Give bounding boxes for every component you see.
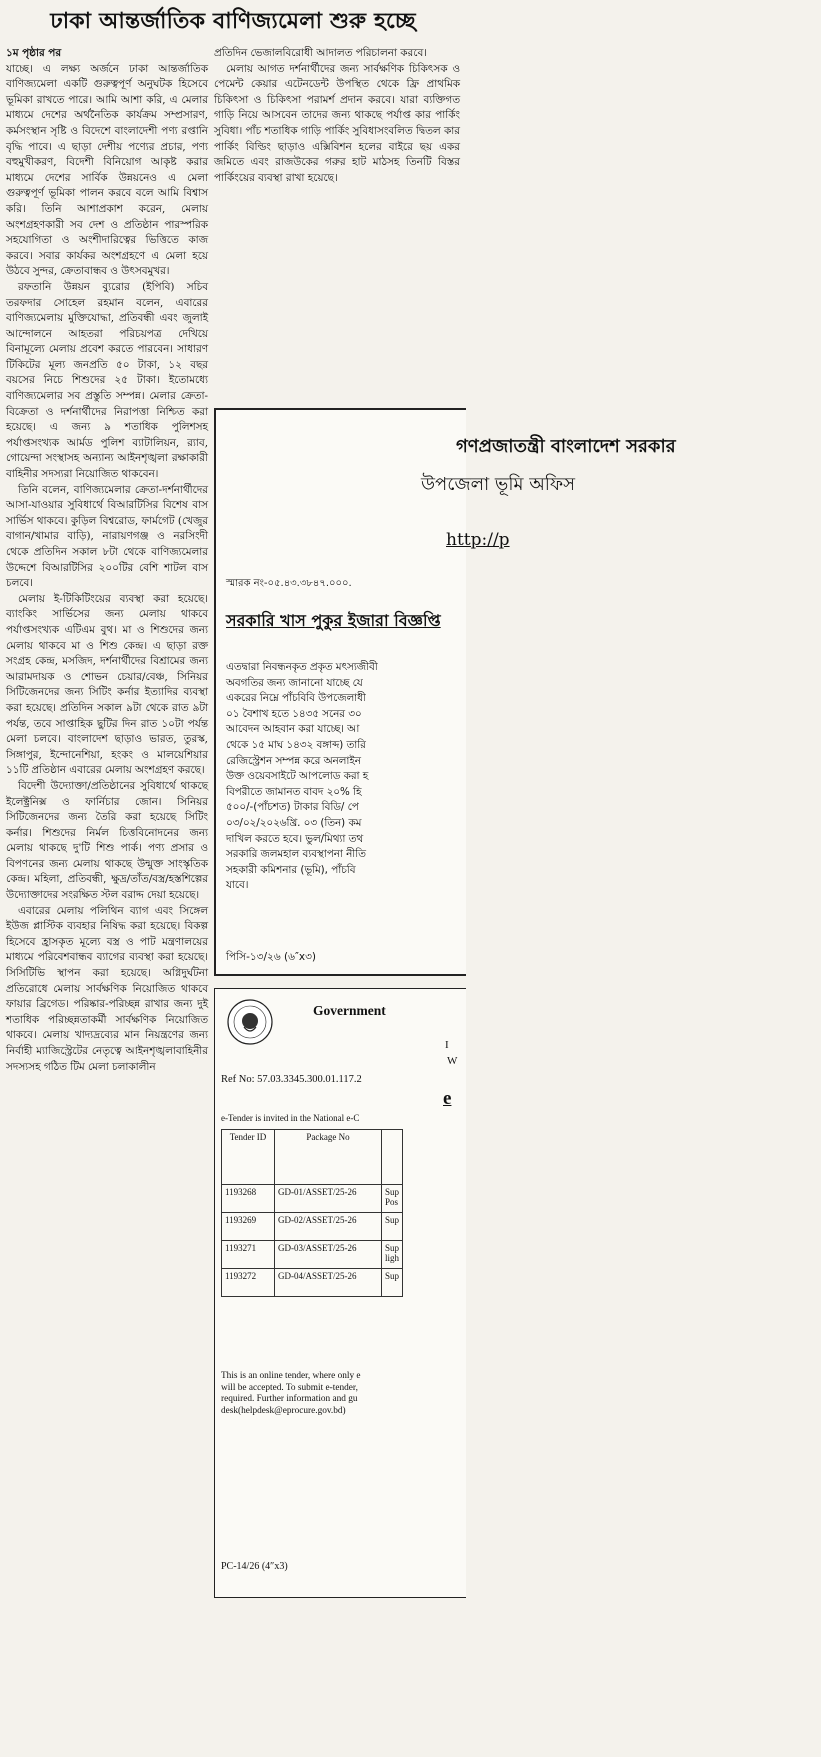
paragraph: যাচ্ছে। এ লক্ষ্য অর্জনে ঢাকা আন্তর্জাতিক বাণিজ্যমেলা একটি গুরুত্বপূর্ণ অনুঘটক হিসেবে ভূমিকা রাখতে পারে। আমি আশা করি, এ মেলার মাধ্যমে দেশের অর্থনৈতিক কার্যক্রম সম্প্রসারণ, কর্মসংস্থান সৃষ্টি ও বিদেশে বাংলাদেশী পণ্য রপ্তানি বৃদ্ধি পাবে। এ ছাড়া দেশীয় পণ্যের প্রচার, পণ্য বহুমুখীকরণ, বিদেশী বিনিয়োগ আকৃষ্ট করার মাধ্যমে দেশের সার্বিক উন্নয়নেও এ মেলা গুরুত্বপূর্ণ ভূমিকা পালন করবে বলে আমি বিশ্বাস করি। তিনি আশাপ্রকাশ করেন, মেলায় অংশগ্রহণকারী সব দেশ ও প্রতিষ্ঠান পারস্পরিক সহযোগিতা ও অংশীদারিত্বের ভিত্তিতে কাজ করবে। সবার কার্যকর অংশগ্রহণে এ মেলা হয়ে উঠবে সুন্দর, ক্রেতাবান্ধব ও উৎসবমুখর। <box>6 62 208 278</box>
ad-body-line: এতদ্বারা নিবন্ধনকৃত প্রকৃত মৎস্যজীবী <box>226 661 378 673</box>
package-cell: GD-04/ASSET/25-26 <box>275 1269 382 1297</box>
description-cell: Sup ligh <box>382 1241 403 1269</box>
government-seal-icon <box>227 999 273 1045</box>
package-cell: GD-01/ASSET/25-26 <box>275 1185 382 1213</box>
left-column <box>6 46 208 1752</box>
paragraph: মেলায় আগত দর্শনার্থীদের জন্য সার্বক্ষণিক চিকিৎসক ও পেমেন্ট কেয়ার এটেনডেন্ট উপস্থিত থেকে ফ্রি প্রাথমিক চিকিৎসা ও চিকিৎসা পরামর্শ প্রদান করবে। যারা ব্যক্তিগত গাড়ি নিয়ে আসবেন তাদের জন্য থাকছে পর্যাপ্ত কার পার্কিং সুবিধা। পাঁচ শতাধিক গাড়ি পার্কিং সুবিধাসংবলিত দ্বিতল কার পার্কিং বিল্ডিং ছাড়াও এক্সিবিশন হলের বাইরে ছয় একর জমিতে এবং রাজউকের গরুর হাট মাঠসহ তিনটি বিস্তর পার্কিংয়ের ব্যবস্থা রাখা হয়েছে। <box>214 62 460 184</box>
ad-body-line: সহকারী কমিশনার (ভূমি), পাঁচবি <box>226 863 356 876</box>
package-cell: GD-03/ASSET/25-26 <box>275 1241 382 1269</box>
tender-table <box>221 1129 403 1297</box>
ad-government-title: গণপ্রজাতন্ত্রী বাংলাদেশ সরকার <box>456 436 676 457</box>
right-column <box>214 46 460 400</box>
tender-notice-ad <box>214 408 676 976</box>
paragraph: তিনি বলেন, বাণিজ্যমেলার ক্রেতা-দর্শনার্থীদের আসা-যাওয়ার সুবিধার্থে বিআরটিসির বিশেষ বাস সার্ভিস থাকবে। কুড়িল বিশ্বরোড, ফার্মগেট (খেজুর বাগান/খামার বাড়ি), নারায়ণগঞ্জ ও নরসিংদী থেকে প্রতিদিন সকাল ৮টা থেকে বাণিজ্যমেলার উদ্দেশে বিআরটিসির ২০০টির বেশি শাটল বাস চলবে। <box>6 483 208 590</box>
ad-note-line: will be accepted. To submit e-tender, <box>221 1382 358 1393</box>
ad-line: I <box>445 1039 449 1051</box>
table-row <box>222 1185 403 1213</box>
ad-note-line: desk(helpdesk@eprocure.gov.bd) <box>221 1405 346 1416</box>
column-header: Tender ID <box>222 1130 275 1185</box>
ad-intro-text: e-Tender is invited in the National e-C <box>221 1113 360 1123</box>
tender-id-cell: 1193269 <box>222 1213 275 1241</box>
ad-notice-title: সরকারি খাস পুকুর ইজারা বিজ্ঞপ্তি <box>226 611 441 630</box>
description-cell: Sup Pos <box>382 1185 403 1213</box>
table-header-row <box>222 1130 403 1185</box>
table-row <box>222 1213 403 1241</box>
description-cell: Sup <box>382 1213 403 1241</box>
ad-big-letter: e <box>443 1088 452 1109</box>
table-row <box>222 1241 403 1269</box>
ad-body-line: ০১ বৈশাখ হতে ১৪৩৫ সনের ৩০ <box>226 707 362 720</box>
ad-note-line: required. Further information and gu <box>221 1394 358 1404</box>
ad-body-line: বিপরীতে জামানত বাবদ ২০% হি <box>226 785 362 798</box>
continuation-label: ১ম পৃষ্ঠার পর <box>6 47 62 59</box>
ad-body-line: অবগতির জন্য জানানো যাচ্ছে যে <box>226 676 363 689</box>
ad-office-name: উপজেলা ভূমি অফিস <box>421 474 575 495</box>
ad-body-line: সরকারি জলমহাল ব্যবস্থাপনা নীতি <box>226 848 366 861</box>
paragraph: বিদেশী উদ্যোক্তা/প্রতিষ্ঠানের সুবিধার্থে থাকছে ইলেক্ট্রনিক্স ও ফার্নিচার জোন। সিনিয়র সিটিজেনদের জন্য তৈরি করা হয়েছে সিটিং কর্নার। শিশুদের নির্মল চিত্তবিনোদনের জন্য মেলায় থাকছে দু'টি শিশু পার্ক। পণ্য প্রসার ও বিপণনের জন্য মেলায় থাকছে উন্মুক্ত সাংস্কৃতিক কেন্দ্র। মহিলা, প্রতিবন্ধী, ক্ষুদ্র/তাঁত/বস্ত্র/হস্তশিল্পের উদ্যোক্তাদের সংরক্ষিত স্টল বরাদ্দ দেয়া হয়েছে। <box>6 779 208 902</box>
ad-memo-number: স্মারক নং-০৫.৪৩.৩৮৪৭.০০০. <box>226 578 352 589</box>
e-tender-ad <box>214 988 466 1598</box>
column-header: Package No <box>275 1130 382 1185</box>
ad-note-line: This is an online tender, where only e <box>221 1371 361 1381</box>
column-header <box>382 1130 403 1185</box>
ad-body-line: রেজিস্ট্রেশন সম্পন্ন করে অনলাইন <box>226 754 361 767</box>
ad-body-line: আবেদন আহবান করা যাচ্ছে। আ <box>226 723 360 736</box>
ad-line: W <box>447 1055 458 1067</box>
paragraph: মেলায় ই-টিকিটিংয়ের ব্যবস্থা করা হয়েছে। ব্যাংকিং সার্ভিসের জন্য মেলায় থাকবে পর্যাপ্তসংখ্যক এটিএম বুথ। মা ও শিশুদের জন্য মেলায় থাকবে মা ও শিশু কেন্দ্র। এ ছাড়া রক্ত সংগ্রহ কেন্দ্র, মসজিদ, দর্শনার্থীদের বিশ্রামের জন্য আরামদায়ক ও শোভন চেয়ার/বেঞ্চ, সিনিয়র সিটিজেনদের জন্য সিটিং কর্নার ইত্যাদির ব্যবস্থা করা হয়েছে। প্রতিদিন সকাল ৯টা থেকে রাত ৯টা পর্যন্ত, তবে সাপ্তাহিক ছুটির দিন রাত ১০টা পর্যন্ত মেলা চলবে। বাংলাদেশ ছাড়াও ভারত, তুরস্ক, সিঙ্গাপুর, ইন্দোনেশিয়া, হংকং ও মালয়েশিয়ার ১১টি প্রতিষ্ঠান এবারের মেলায় অংশগ্রহণ করছে। <box>6 592 208 777</box>
headline: ঢাকা আন্তর্জাতিক বাণিজ্যমেলা শুরু হচ্ছে <box>50 9 416 34</box>
package-cell: GD-02/ASSET/25-26 <box>275 1213 382 1241</box>
ad-body-line: ০৩/০২/২০২৬খ্রি. ০৩ (তিন) কম <box>226 816 362 829</box>
table-row <box>222 1269 403 1297</box>
paragraph: এবারের মেলায় পলিথিন ব্যাগ এবং সিঙ্গেল ইউজ প্লাস্টিক ব্যবহার নিষিদ্ধ করা হয়েছে। বিকল্প হিসেবে হ্রাসকৃত মূল্যে বস্ত্র ও পাট মন্ত্রণালয়ের মাধ্যমে পরিবেশবান্ধব ব্যাগের ব্যবস্থা করা হয়েছে। সিসিটিভি স্থাপন করা হয়েছে। অগ্নিদুর্ঘটনা প্রতিরোধে মেলায় সার্বক্ষণিক নিয়োজিত থাকবে ফায়ার ব্রিগেড। পরিষ্কার-পরিচ্ছন্ন রাখার জন্য দুই শতাধিক পরিচ্ছন্নতাকর্মী সার্বক্ষণিক নিয়োজিত থাকবে। মেলায় খাদ্যদ্রব্যের মান নিয়ন্ত্রণের জন্য নির্বাহী ম্যাজিস্ট্রেটের নেতৃত্বে আইনশৃঙ্খলাবাহিনীর সদস্যসহ গঠিত টিম মেলা চলাকালীন <box>6 904 208 1073</box>
ad-body-line: একরের নিম্নে পাঁচবিবি উপজেলাধী <box>226 692 366 705</box>
ad-body-line: উক্ত ওয়েবসাইটে আপলোড করা হ <box>226 770 369 783</box>
ad-code: পিসি-১৩/২৬ (৬″x৩) <box>226 951 317 963</box>
tender-id-cell: 1193272 <box>222 1269 275 1297</box>
paragraph: প্রতিদিন ভেজালবিরোধী আদালত পরিচালনা করবে। <box>214 47 427 59</box>
ad-note <box>221 1371 821 1417</box>
ad-code: PC-14/26 (4″x3) <box>221 1561 288 1572</box>
tender-id-cell: 1193271 <box>222 1241 275 1269</box>
ad-government-title: Government <box>313 1003 386 1018</box>
ad-body-line: ৫০০/-(পাঁচশত) টাকার বিডি/ পে <box>226 801 359 814</box>
tender-id-cell: 1193268 <box>222 1185 275 1213</box>
ad-body-line: দাখিল করতে হবে। ভুল/মিথ্যা তথ <box>226 832 364 845</box>
description-cell: Sup <box>382 1269 403 1297</box>
ad-url-link[interactable]: http://p <box>446 530 510 550</box>
ad-notice-body <box>226 660 786 894</box>
ad-body-line: যাবে। <box>226 879 249 892</box>
ad-body-line: থেকে ১৫ মাঘ ১৪৩২ বঙ্গাব্দ) তারি <box>226 738 366 751</box>
ad-reference-number: Ref No: 57.03.3345.300.01.117.2 <box>221 1074 362 1085</box>
paragraph: রফতানি উন্নয়ন ব্যুরোর (ইপিবি) সচিব তরফদার সোহেল রহমান বলেন, এবারের বাণিজ্যমেলায় মুক্তিযোদ্ধা, প্রতিবন্ধী এবং জুলাই আন্দোলনে আহতরা পরিচয়পত্র দেখিয়ে বিনামূল্যে মেলায় প্রবেশ করতে পারবেন। সাধারণ টিকিটের মূল্য জনপ্রতি ৫০ টাকা, ১২ বছর বয়সের নিচে শিশুদের ২৫ টাকা। ইতোমধ্যে বাণিজ্যমেলার সব প্রস্তুতি সম্পন্ন। মেলার ক্রেতা-বিক্রেতা ও দর্শনার্থীদের নিরাপত্তা নিশ্চিত করা হয়েছে। এ জন্য ৯ শতাধিক পুলিশসহ পর্যাপ্তসংখ্যক আর্মড পুলিশ ব্যাটালিয়ন, র‍্যাব, গোয়েন্দা সংস্থাসহ অন্যান্য আইনশৃঙ্খলা রক্ষাকারী বাহিনীর সদস্যরা নিয়োজিত থাকবেন। <box>6 280 208 481</box>
